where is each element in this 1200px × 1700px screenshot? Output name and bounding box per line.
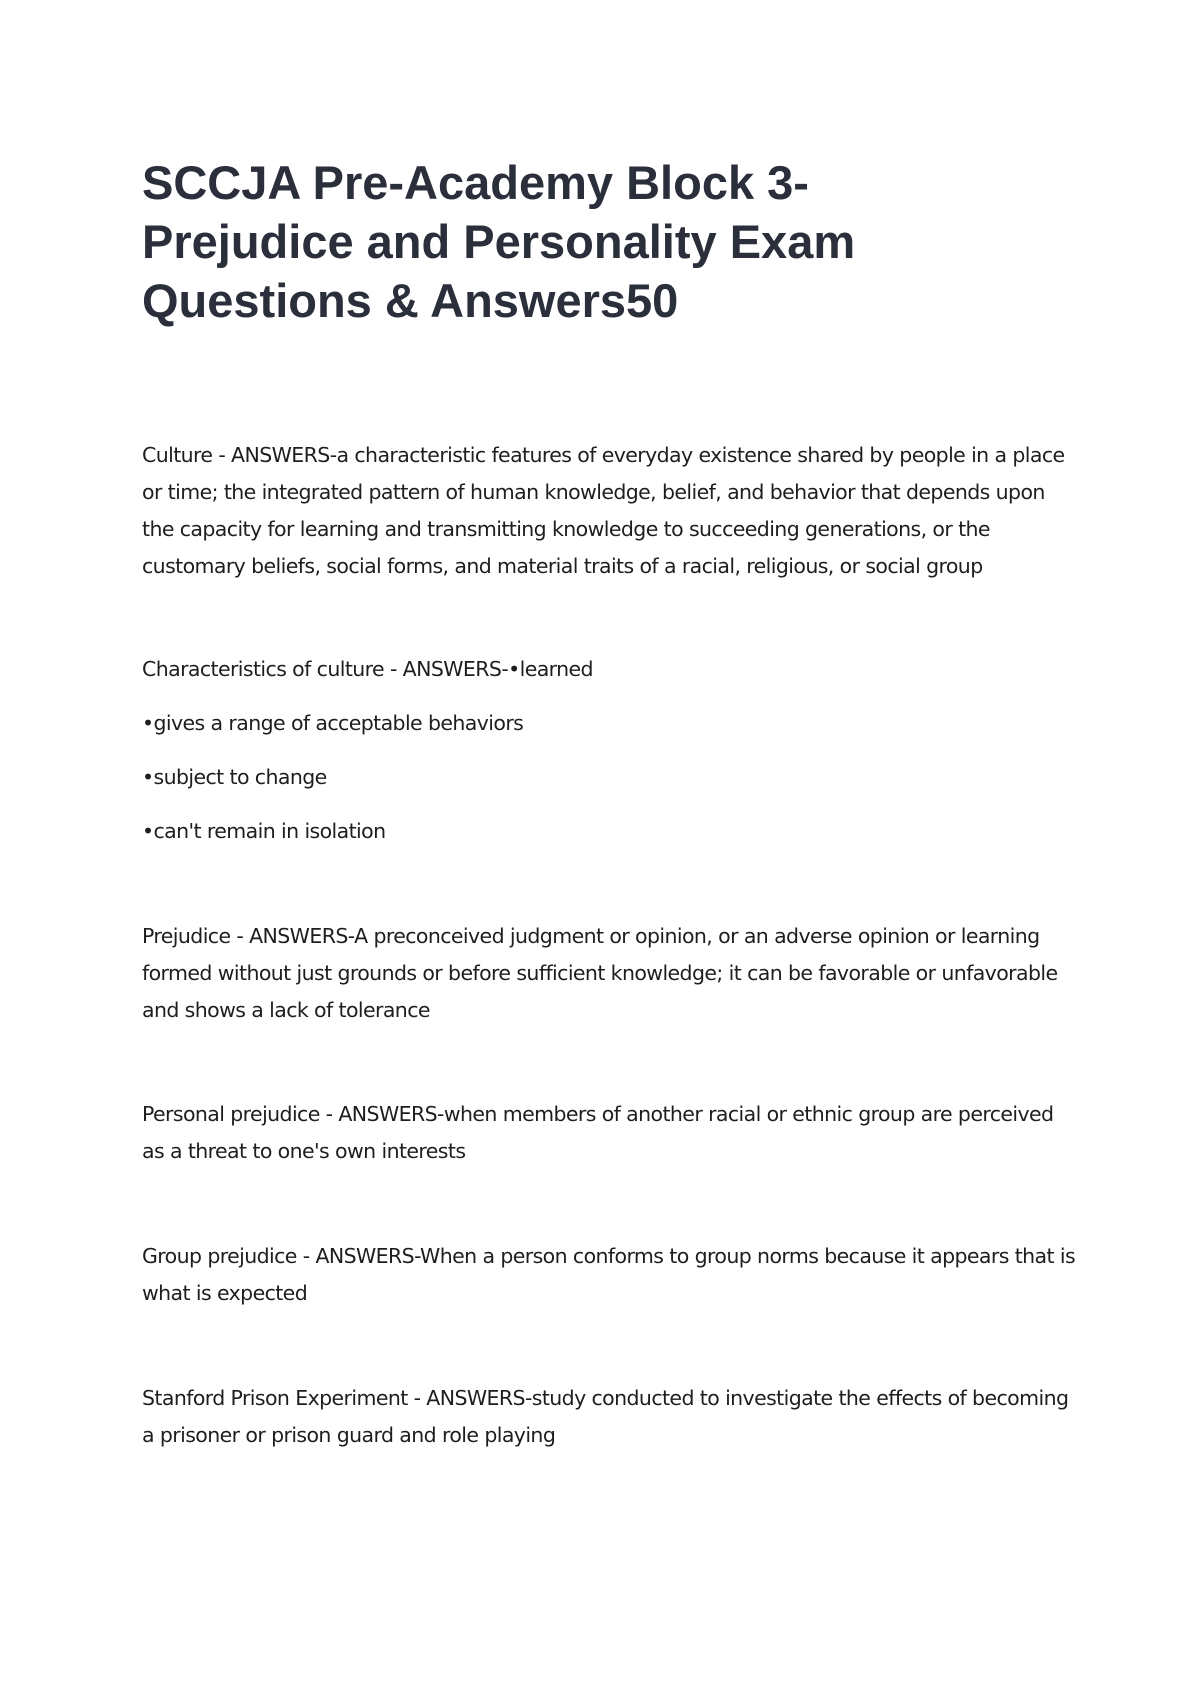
entry-stanford-prison-experiment: [142, 1380, 1072, 1454]
entry-text-line: formed without just grounds or before sufficient knowledge; it can be favorable or unfavorable: [142, 961, 1058, 985]
bullet-item: •subject to change: [142, 765, 327, 789]
entry-text-line: Characteristics of culture - ANSWERS-•learned: [142, 657, 593, 681]
entry-text-line: Personal prejudice - ANSWERS-when members of another racial or ethnic group are perceived: [142, 1102, 1054, 1126]
bullet-item: •gives a range of acceptable behaviors: [142, 711, 524, 735]
title-line: Prejudice and Personality Exam: [142, 215, 856, 268]
entry-text-line: Culture - ANSWERS-a characteristic features of everyday existence shared by people in a place: [142, 443, 1065, 467]
entry-text-line: a prisoner or prison guard and role playing: [142, 1423, 556, 1447]
entry-text-line: the capacity for learning and transmitting knowledge to succeeding generations, or the: [142, 517, 990, 541]
entry-text-line: as a threat to one's own interests: [142, 1139, 466, 1163]
entry-text-line: Group prejudice - ANSWERS-When a person conforms to group norms because it appears that is: [142, 1244, 1076, 1268]
entry-text-line: Prejudice - ANSWERS-A preconceived judgment or opinion, or an adverse opinion or learning: [142, 924, 1040, 948]
entry-group-prejudice: [142, 1238, 1076, 1312]
entry-prejudice: [142, 918, 1072, 1029]
entry-personal-prejudice: [142, 1096, 1072, 1170]
title-line: Questions & Answers50: [142, 274, 679, 327]
entry-text-line: and shows a lack of tolerance: [142, 998, 430, 1022]
entry-text-line: customary beliefs, social forms, and material traits of a racial, religious, or social group: [142, 554, 983, 578]
title-line: SCCJA Pre-Academy Block 3-: [142, 156, 809, 209]
entry-text-line: or time; the integrated pattern of human knowledge, belief, and behavior that depends upon: [142, 480, 1045, 504]
entry-text-line: what is expected: [142, 1281, 308, 1305]
entry-culture: [142, 437, 1072, 585]
bullet-item: •can't remain in isolation: [142, 819, 386, 843]
entry-text-line: Stanford Prison Experiment - ANSWERS-study conducted to investigate the effects of becoming: [142, 1386, 1069, 1410]
document-title: [142, 153, 942, 330]
entry-characteristics-of-culture: [142, 651, 1072, 867]
